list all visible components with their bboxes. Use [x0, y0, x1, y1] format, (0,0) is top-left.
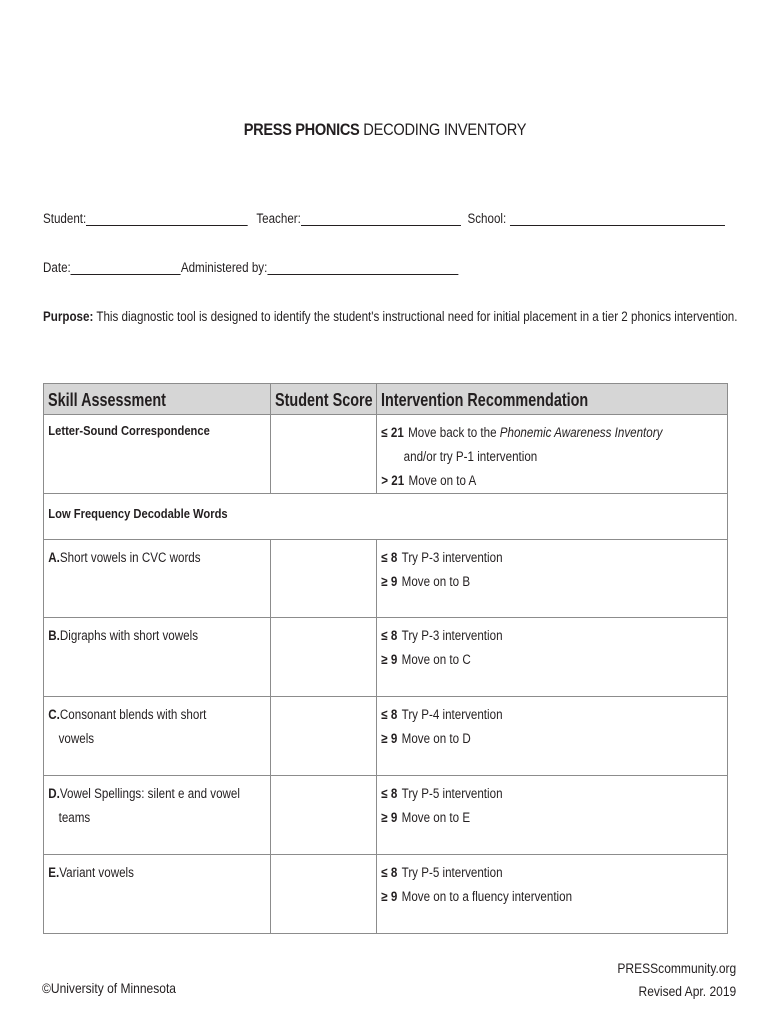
page-title: [54, 120, 716, 140]
rec-cell: ≤ 8 Try P-3 intervention ≥ 9 Move on to B: [377, 540, 728, 618]
student-field[interactable]: [86, 211, 248, 226]
administered-by-label: Administered by:: [180, 260, 268, 275]
teacher-label: Teacher:: [256, 211, 301, 226]
title-rest: DECODING INVENTORY: [363, 120, 527, 139]
school-label: School:: [467, 211, 507, 226]
skill-cell: D.Vowel Spellings: silent e and vowel teams: [44, 776, 271, 855]
site-link: PRESScommunity.org: [617, 960, 736, 976]
rec-cell: ≤ 8 Try P-5 intervention ≥ 9 Move on to E: [377, 776, 728, 855]
table-row: [44, 697, 728, 776]
table-row: [44, 855, 728, 934]
teacher-field[interactable]: [301, 211, 461, 226]
table-header-row: [44, 384, 728, 415]
section-row: [44, 494, 728, 540]
purpose: [43, 309, 737, 324]
purpose-label: Purpose:: [43, 309, 94, 324]
table-row: [44, 540, 728, 618]
header-score: Student Score: [271, 384, 377, 415]
purpose-text: This diagnostic tool is designed to identify the student's instructional need for initial placement in a tier 2 phonics intervention.: [96, 309, 738, 324]
field-row-2: [43, 260, 458, 275]
table-row: [44, 618, 728, 697]
skill-cell: B.Digraphs with short vowels: [44, 618, 271, 697]
score-cell[interactable]: [271, 697, 377, 776]
administered-by-field[interactable]: [267, 260, 458, 275]
skill-cell: C.Consonant blends with short vowels: [44, 697, 271, 776]
title-bold: PRESS PHONICS: [243, 120, 360, 139]
score-cell[interactable]: [271, 618, 377, 697]
field-row-1: [43, 211, 725, 226]
rec-cell: ≤ 8 Try P-4 intervention ≥ 9 Move on to D: [377, 697, 728, 776]
date-field[interactable]: [71, 260, 181, 275]
rec-cell: ≤ 21 Move back to the Phonemic Awareness Inventory and/or try P-1 intervention > 21 Move on to A: [377, 415, 728, 494]
skill-cell: Letter-Sound Correspondence: [44, 415, 271, 494]
table-row: [44, 776, 728, 855]
revised-date: Revised Apr. 2019: [638, 983, 736, 999]
student-label: Student:: [43, 211, 87, 226]
header-recommendation: Intervention Recommendation: [377, 384, 728, 415]
score-cell[interactable]: [271, 776, 377, 855]
rec-cell: ≤ 8 Try P-3 intervention ≥ 9 Move on to C: [377, 618, 728, 697]
skill-cell: E.Variant vowels: [44, 855, 271, 934]
score-cell[interactable]: [271, 855, 377, 934]
school-field[interactable]: [510, 211, 725, 226]
score-cell[interactable]: [271, 415, 377, 494]
footer-right: [617, 957, 736, 1003]
copyright: ©University of Minnesota: [42, 980, 177, 996]
rec-cell: ≤ 8 Try P-5 intervention ≥ 9 Move on to a fluency intervention: [377, 855, 728, 934]
inventory-table: [43, 383, 728, 934]
header-skill: Skill Assessment: [44, 384, 271, 415]
date-label: Date:: [43, 260, 71, 275]
section-label-cell: Low Frequency Decodable Words: [44, 494, 728, 540]
table-row: [44, 415, 728, 494]
score-cell[interactable]: [271, 540, 377, 618]
skill-cell: A.Short vowels in CVC words: [44, 540, 271, 618]
